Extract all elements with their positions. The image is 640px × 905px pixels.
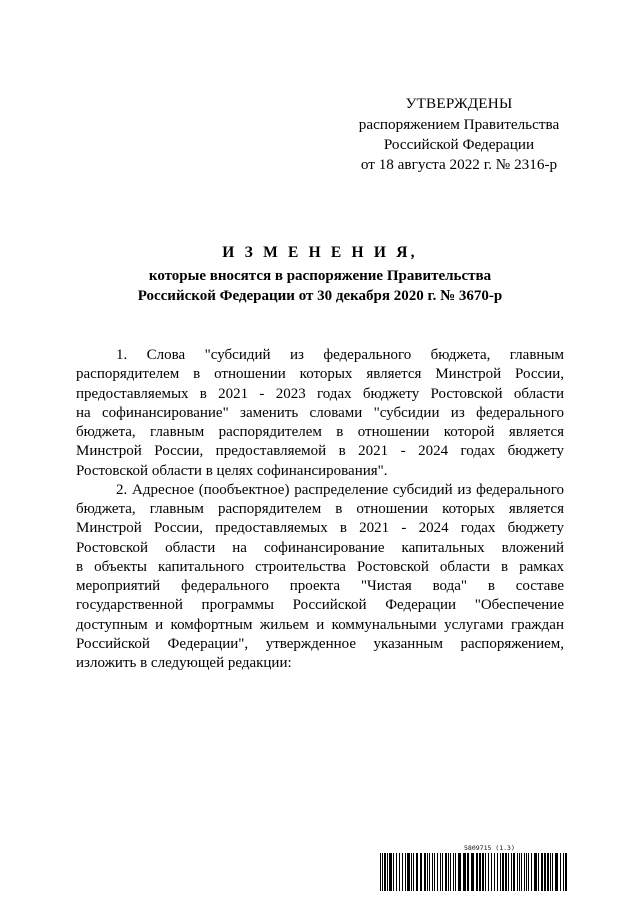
paragraph-line: мероприятий федерального проекта "Чистая вода" в составе [76,578,564,594]
barcode-bar [563,853,564,891]
paragraph-line: бюджета, главным распорядителем в отношении которых является [76,501,564,517]
barcode-bar [382,853,383,891]
barcode-bar [552,853,553,891]
barcode-bar [437,853,438,891]
paragraph-line: Минстрой России, предоставляемой в 2021 - 2024 годах бюджету [76,443,564,460]
paragraph-line: Ростовской области на софинансирование капитальных вложений [76,539,564,556]
barcode-bar [555,853,558,891]
barcode-bar [445,853,447,891]
barcode-bar [476,853,478,891]
paragraph-line: Ростовской области в целях софинансирования". [76,462,388,479]
barcode-bar [541,853,543,891]
barcode-bar [463,853,466,891]
barcode-bar [482,853,484,891]
barcode-bar [521,853,522,891]
approval-stamp [340,94,578,175]
document-title: И З М Е Н Е Н И Я, [222,244,418,261]
barcode-bar [560,853,561,891]
barcode-bar [448,853,449,891]
barcode-bar [511,853,512,891]
barcode-bar [420,853,422,891]
barcode-bar [440,853,441,891]
barcode-bar [538,853,539,891]
barcode-bar [491,853,492,891]
barcode-bar [434,853,435,891]
document-body [76,346,564,673]
barcode-bar [380,853,381,891]
barcode-bar [519,853,520,891]
barcode-bar [458,853,461,891]
barcode-bar [442,853,443,891]
barcode-bar [500,853,501,891]
barcode-bar [450,853,451,891]
barcode-bar [393,853,394,891]
barcode-bar [405,853,406,891]
paragraph-line: Минстрой России, предоставляемых в 2021 - 2024 годах бюджету [76,520,564,537]
document-barcode [380,844,570,894]
barcode-bar [471,853,474,891]
paragraph-line: доступным и комфортным жильем и коммунальными услугами граждан [76,616,564,633]
paragraph-line: в объекты капитального строительства Ростовской области в рамках [76,558,564,575]
barcode-bar [528,853,529,891]
approval-line-3: от 18 августа 2022 г. № 2316-р [360,156,558,173]
barcode-bar [396,853,397,891]
barcode-bar [534,853,537,891]
barcode-bar [550,853,551,891]
paragraph-line: государственной программы Российской Федерации "Обеспечение [76,597,564,614]
barcode-bar [384,853,386,891]
barcode-bar [413,853,414,891]
barcode-bar [517,853,518,891]
barcode-bar [389,853,392,891]
barcode-bar [485,853,486,891]
approval-title: УТВЕРЖДЕНЫ [405,95,513,112]
paragraph-line: Российской Федерации", утвержденное указанным распоряжением, [76,635,564,652]
barcode-bar [488,853,489,891]
subtitle-line-2: Российской Федерации от 30 декабря 2020 г. № 3670-р [137,287,503,304]
paragraph-line: бюджета, главным распорядителем в отношении которой является [76,424,564,440]
paragraph-2 [76,481,564,674]
barcode-bar [565,853,567,891]
barcode-bar [544,853,546,891]
barcode-bar [524,853,525,891]
paragraph-line: 1. Слова "субсидий из федерального бюджета, главным [116,347,564,363]
paragraph-line: изложить в следующей редакции: [76,655,292,671]
barcode-bar [399,853,400,891]
barcode-bar [424,853,426,891]
approval-line-1: распоряжением Правительства [358,116,560,133]
barcode-bar [467,853,469,891]
barcode-bar [416,853,418,891]
paragraph-line: распорядителем в отношении которых является Минстрой России, [76,366,564,383]
barcode-bar [505,853,507,891]
paragraph-1 [76,346,564,481]
barcode-bar [479,853,481,891]
paragraph-line: предоставляемых в 2021 - 2023 годах бюджету Ростовской области [76,385,564,402]
barcode-bar [508,853,509,891]
barcode-bar [526,853,527,891]
barcode-icon [380,853,570,891]
barcode-code: 5809715 (1.3) [464,844,515,852]
paragraph-line: 2. Адресное (пообъектное) распределение субсидий из федерального [116,481,564,498]
barcode-bar [497,853,498,891]
approval-line-2: Российской Федерации [383,136,535,153]
barcode-bar [502,853,504,891]
subtitle-line-1: которые вносятся в распоряжение Правительства [148,268,492,284]
barcode-bar [531,853,532,891]
barcode-bar [455,853,456,891]
barcode-bar [494,853,495,891]
barcode-bar [427,853,428,891]
barcode-bar [407,853,410,891]
barcode-bar [429,853,430,891]
barcode-bar [432,853,433,891]
barcode-bar [411,853,412,891]
barcode-bar [387,853,388,891]
barcode-bar [513,853,515,891]
document-subtitle [60,267,580,306]
paragraph-line: на софинансирование" заменить словами "субсидии из федерального [76,404,564,421]
barcode-bar [453,853,454,891]
barcode-bar [547,853,549,891]
barcode-bar [402,853,403,891]
